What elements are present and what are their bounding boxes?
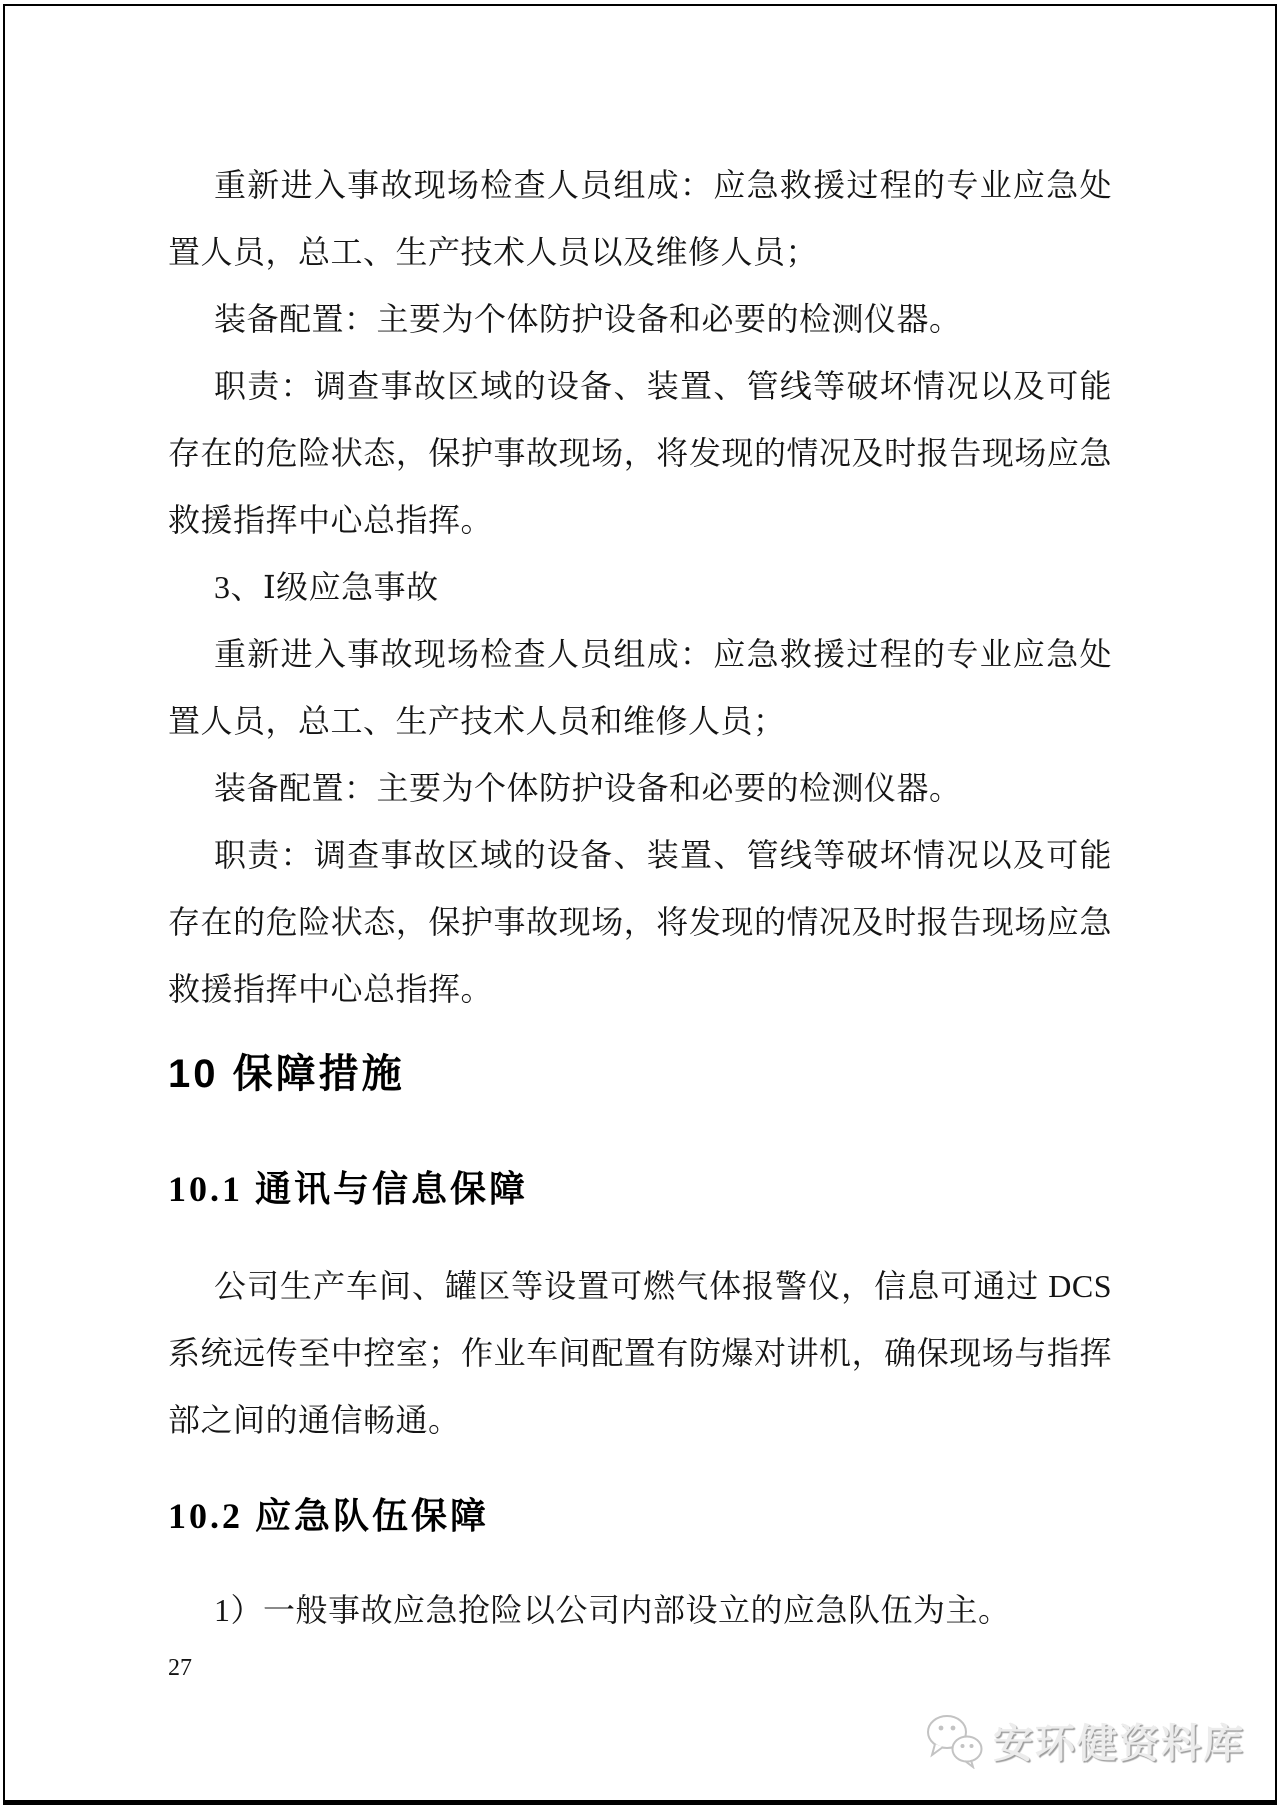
wechat-icon [925, 1713, 985, 1769]
text-line: 装备配置：主要为个体防护设备和必要的检测仪器。 [214, 301, 962, 337]
section-heading: 10 保障措施 [168, 1052, 405, 1096]
text-line: 救援指挥中心总指挥。 [168, 971, 494, 1007]
page-frame [3, 4, 1277, 1805]
text-line: 存在的危险状态，保护事故现场，将发现的情况及时报告现场应急 [168, 904, 1112, 940]
text-line: 职责：调查事故区域的设备、装置、管线等破坏情况以及可能 [214, 368, 1112, 404]
text-line: 置人员，总工、生产技术人员和维修人员； [168, 703, 786, 739]
text-line: 装备配置：主要为个体防护设备和必要的检测仪器。 [214, 770, 962, 806]
watermark-text: 安环健资料库 [993, 1721, 1245, 1766]
text-line: 救援指挥中心总指挥。 [168, 502, 494, 538]
text-line: 重新进入事故现场检查人员组成：应急救援过程的专业应急处 [214, 636, 1112, 672]
text-line: 存在的危险状态，保护事故现场，将发现的情况及时报告现场应急 [168, 435, 1112, 471]
text-line: 重新进入事故现场检查人员组成：应急救援过程的专业应急处 [214, 167, 1112, 203]
page-number: 27 [168, 1655, 192, 1681]
text-line: 职责：调查事故区域的设备、装置、管线等破坏情况以及可能 [214, 837, 1112, 873]
text-line: 部之间的通信畅通。 [168, 1402, 461, 1438]
text-line: 置人员，总工、生产技术人员以及维修人员； [168, 234, 819, 270]
text-line: 系统远传至中控室；作业车间配置有防爆对讲机，确保现场与指挥 [168, 1335, 1112, 1371]
text-line: 3、Ⅰ级应急事故 [214, 569, 439, 605]
section-heading: 10.1 通讯与信息保障 [168, 1169, 529, 1209]
footer-watermark [925, 1712, 1245, 1769]
document-content [168, 6, 1112, 1682]
text-line: 公司生产车间、罐区等设置可燃气体报警仪，信息可通过 DCS [214, 1268, 1112, 1304]
section-heading: 10.2 应急队伍保障 [168, 1496, 490, 1536]
text-line: 1）一般事故应急抢险以公司内部设立的应急队伍为主。 [214, 1592, 1011, 1628]
